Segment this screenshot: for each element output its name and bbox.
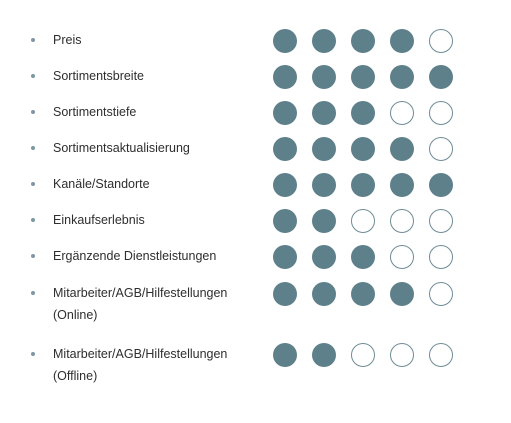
empty-circle-icon	[429, 29, 453, 53]
bullet-icon	[31, 254, 35, 258]
empty-circle-icon	[390, 245, 414, 269]
row-label: Sortimentstiefe	[53, 105, 137, 119]
rating-dots	[273, 245, 453, 269]
filled-circle-icon	[312, 245, 336, 269]
filled-circle-icon	[312, 282, 336, 306]
filled-circle-icon	[351, 65, 375, 89]
rating-dots	[273, 65, 453, 89]
rating-dots	[273, 282, 453, 306]
empty-circle-icon	[390, 101, 414, 125]
filled-circle-icon	[273, 101, 297, 125]
bullet-icon	[31, 182, 35, 186]
filled-circle-icon	[273, 65, 297, 89]
filled-circle-icon	[390, 65, 414, 89]
filled-circle-icon	[312, 209, 336, 233]
row-label: Einkaufserlebnis	[53, 213, 145, 227]
empty-circle-icon	[429, 209, 453, 233]
filled-circle-icon	[351, 101, 375, 125]
rating-dots	[273, 29, 453, 53]
rating-dots	[273, 137, 453, 161]
filled-circle-icon	[429, 173, 453, 197]
bullet-icon	[31, 38, 35, 42]
row-label: Mitarbeiter/AGB/Hilfestellungen (Offline)	[53, 347, 228, 383]
filled-circle-icon	[429, 65, 453, 89]
filled-circle-icon	[273, 173, 297, 197]
filled-circle-icon	[351, 137, 375, 161]
bullet-icon	[31, 110, 35, 114]
bullet-icon	[31, 146, 35, 150]
empty-circle-icon	[390, 343, 414, 367]
filled-circle-icon	[273, 343, 297, 367]
rating-dots	[273, 343, 453, 367]
empty-circle-icon	[351, 209, 375, 233]
filled-circle-icon	[273, 245, 297, 269]
bullet-icon	[31, 352, 35, 356]
bullet-icon	[31, 218, 35, 222]
filled-circle-icon	[273, 282, 297, 306]
filled-circle-icon	[312, 101, 336, 125]
filled-circle-icon	[312, 173, 336, 197]
filled-circle-icon	[390, 29, 414, 53]
row-label: Mitarbeiter/AGB/Hilfestellungen (Online)	[53, 286, 228, 322]
empty-circle-icon	[429, 282, 453, 306]
filled-circle-icon	[273, 29, 297, 53]
rating-dots	[273, 209, 453, 233]
rating-dots	[273, 101, 453, 125]
filled-circle-icon	[351, 29, 375, 53]
row-label: Preis	[53, 33, 82, 47]
empty-circle-icon	[429, 343, 453, 367]
filled-circle-icon	[312, 29, 336, 53]
empty-circle-icon	[429, 245, 453, 269]
filled-circle-icon	[312, 65, 336, 89]
row-label: Sortimentsbreite	[53, 69, 145, 83]
row-label: Kanäle/Standorte	[53, 177, 150, 191]
empty-circle-icon	[390, 209, 414, 233]
filled-circle-icon	[390, 137, 414, 161]
rating-dots	[273, 173, 453, 197]
filled-circle-icon	[273, 137, 297, 161]
row-label: Ergänzende Dienstleistungen	[53, 249, 217, 263]
filled-circle-icon	[351, 173, 375, 197]
bullet-icon	[31, 291, 35, 295]
filled-circle-icon	[390, 282, 414, 306]
empty-circle-icon	[351, 343, 375, 367]
filled-circle-icon	[390, 173, 414, 197]
row-label: Sortimentsaktualisierung	[53, 141, 190, 155]
filled-circle-icon	[273, 209, 297, 233]
filled-circle-icon	[312, 343, 336, 367]
empty-circle-icon	[429, 137, 453, 161]
filled-circle-icon	[351, 245, 375, 269]
empty-circle-icon	[429, 101, 453, 125]
filled-circle-icon	[312, 137, 336, 161]
bullet-icon	[31, 74, 35, 78]
filled-circle-icon	[351, 282, 375, 306]
